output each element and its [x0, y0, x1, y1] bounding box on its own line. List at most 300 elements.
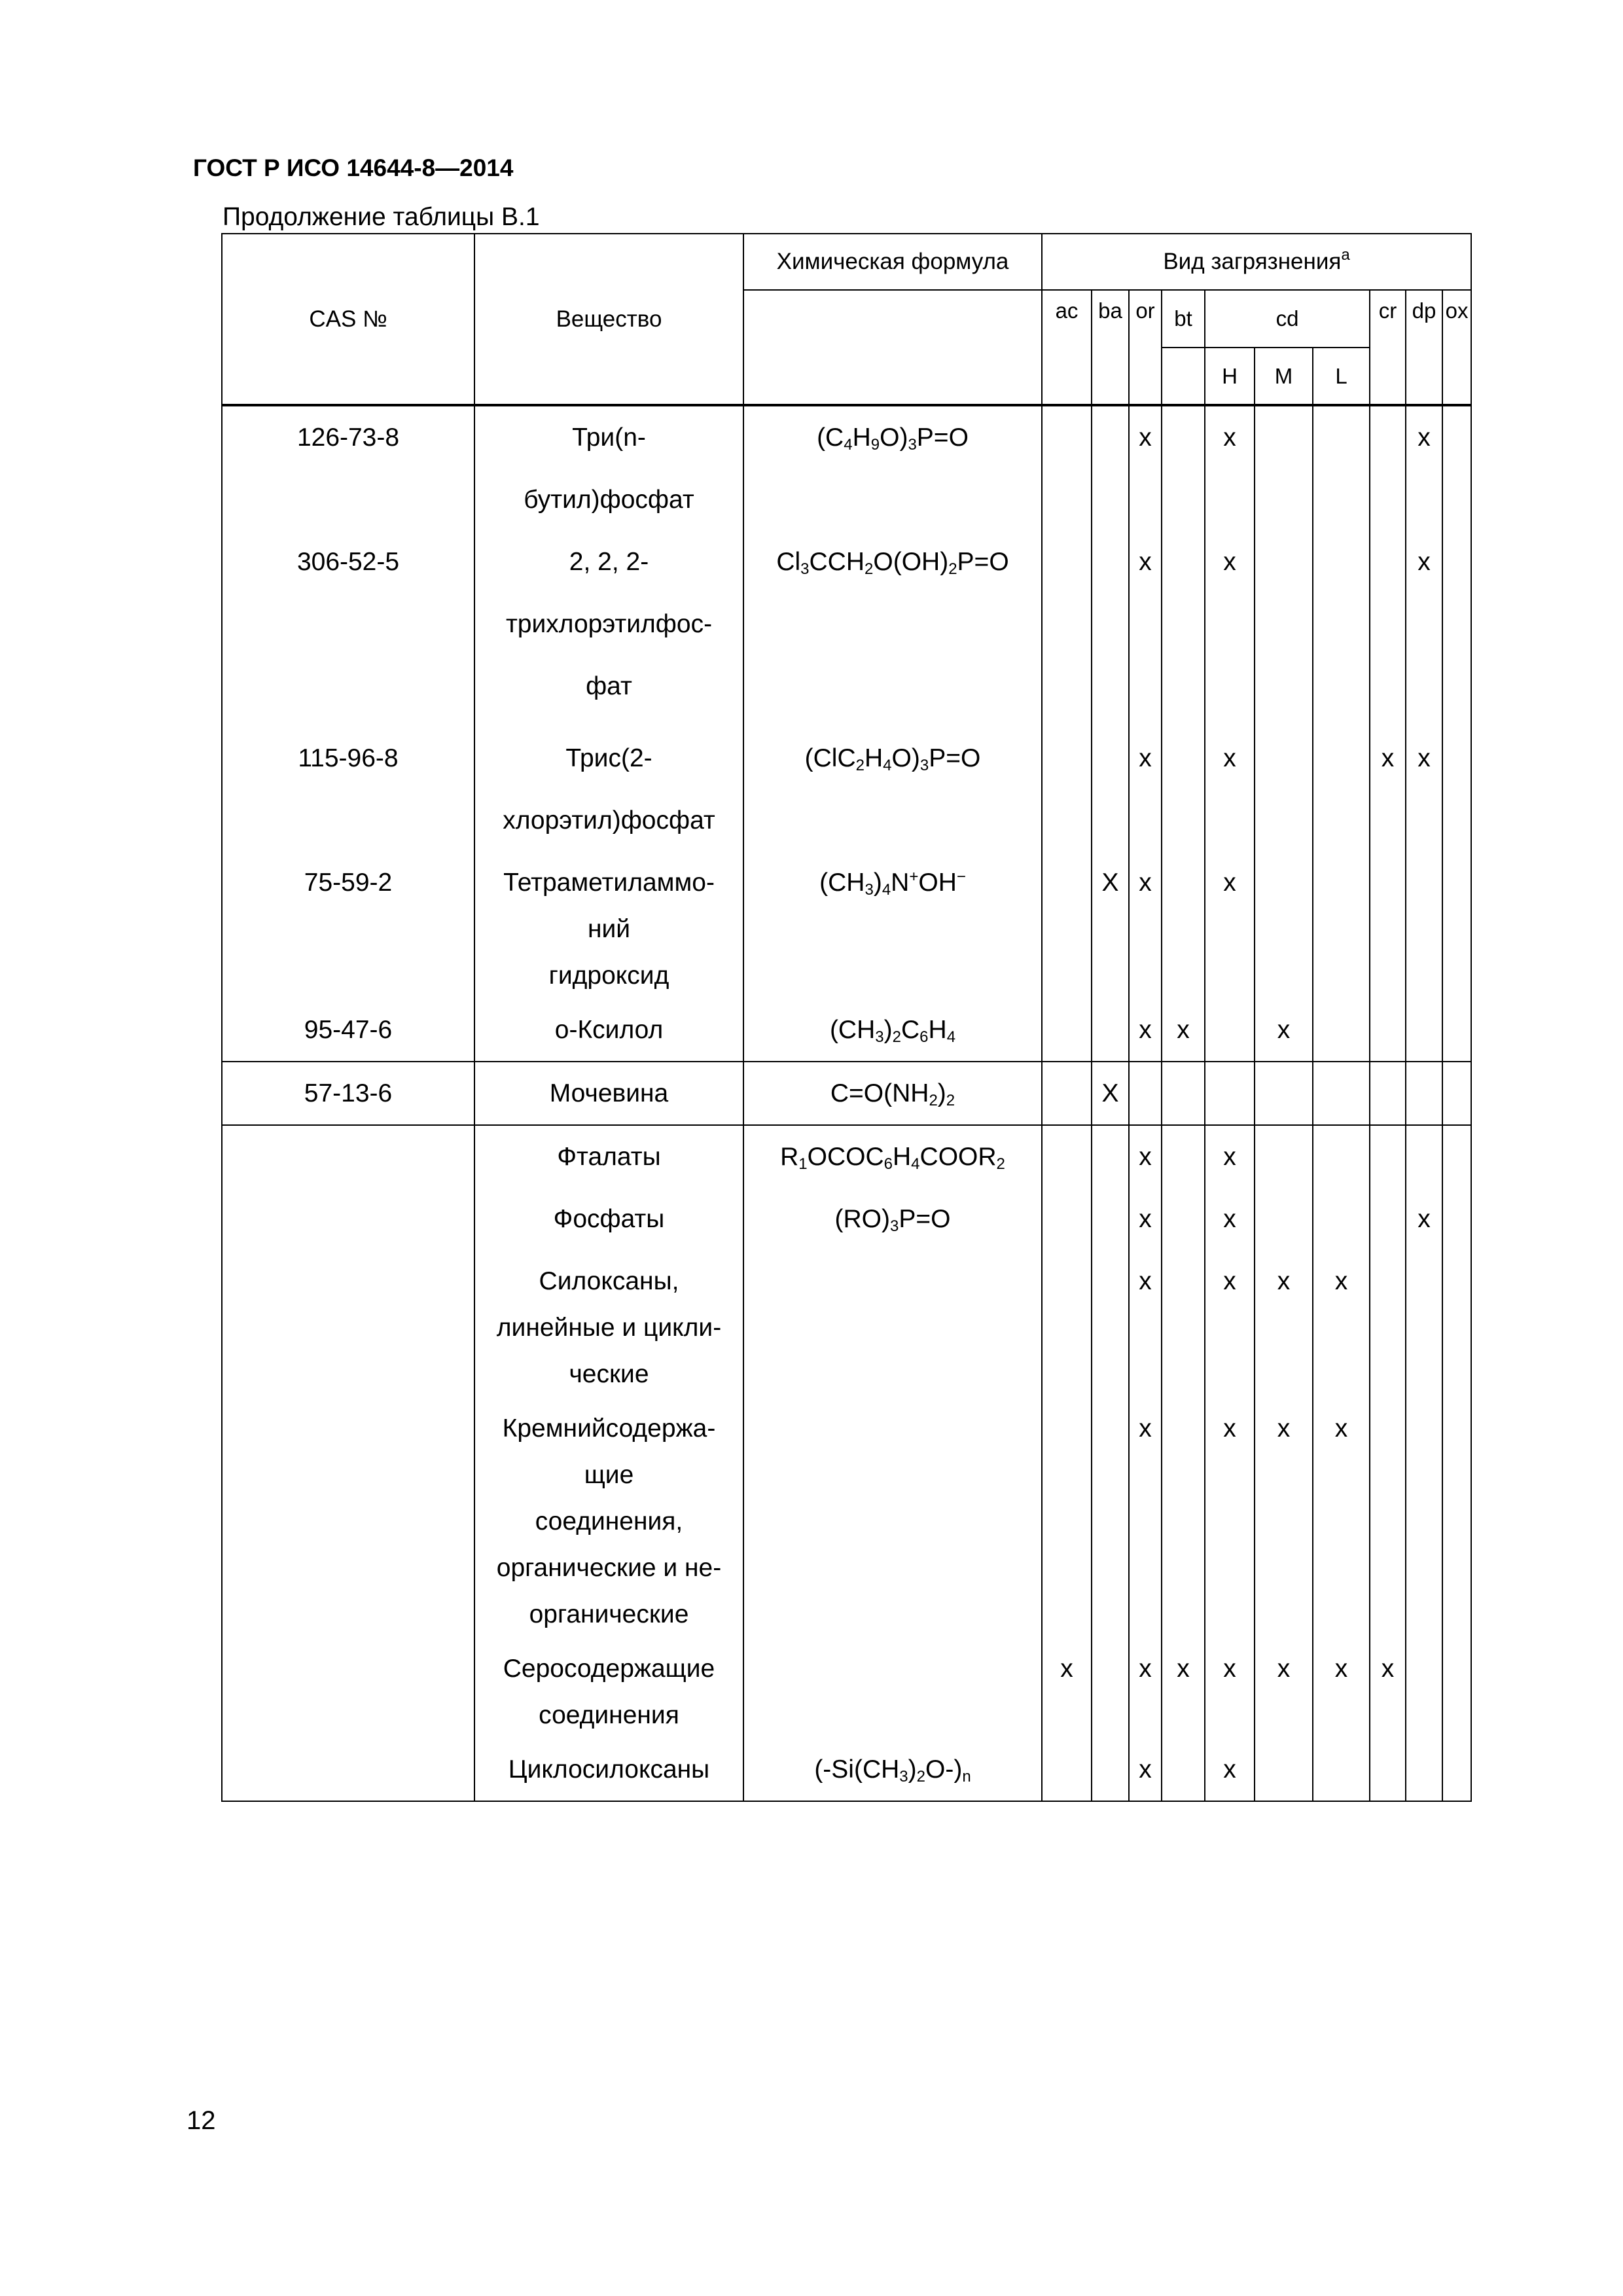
mark-cell-ba	[1092, 852, 1129, 999]
mark-cell-h	[1205, 1638, 1255, 1738]
cas-number: 306-52-5	[296, 548, 400, 576]
header-formula: Химическая формула	[743, 234, 1042, 290]
contamination-mark: x	[1223, 423, 1236, 452]
mark-cell-h	[1205, 1062, 1255, 1125]
header-col-dp: dp	[1406, 290, 1442, 405]
cas-cell	[222, 1738, 474, 1801]
substance-line: Мочевина	[549, 1079, 669, 1107]
mark-cell-ba	[1092, 1738, 1129, 1801]
header-formula-blank	[743, 290, 1042, 405]
cas-number: 75-59-2	[304, 869, 393, 897]
mark-cell-l	[1313, 1250, 1370, 1397]
formula-part: 2	[948, 560, 957, 578]
mark-cell-m	[1255, 852, 1313, 999]
substance-line: бутил)фосфат	[524, 486, 694, 514]
formula-cell	[743, 1738, 1042, 1801]
mark-cell-bt	[1162, 1738, 1205, 1801]
substance-cell	[474, 1125, 743, 1188]
cas-number: 95-47-6	[304, 1016, 393, 1044]
mark-cell-dp	[1406, 999, 1442, 1062]
mark-cell-l	[1313, 1638, 1370, 1738]
mark-cell-h	[1205, 1397, 1255, 1638]
cas-cell	[222, 1188, 474, 1250]
contamination-mark: x	[1139, 1414, 1152, 1443]
substance-line: соединения	[539, 1701, 679, 1729]
mark-cell-m	[1255, 1397, 1313, 1638]
formula-part: OH	[918, 869, 957, 897]
contamination-mark: x	[1060, 1655, 1073, 1683]
mark-cell-h	[1205, 1188, 1255, 1250]
table-row	[222, 531, 1471, 727]
contamination-mark: x	[1223, 548, 1236, 576]
formula-cell	[743, 1062, 1042, 1125]
formula-cell	[743, 1638, 1042, 1738]
mark-cell-dp	[1406, 852, 1442, 999]
formula-part: 4	[946, 1028, 956, 1046]
mark-cell-ba	[1092, 727, 1129, 852]
page-number: 12	[187, 2106, 216, 2135]
contamination-mark: x	[1223, 1143, 1236, 1171]
mark-cell-ox	[1442, 1062, 1471, 1125]
mark-cell-ox	[1442, 405, 1471, 531]
contamination-mark: x	[1223, 1267, 1236, 1295]
mark-cell-ac	[1042, 999, 1092, 1062]
document-code: ГОСТ Р ИСО 14644-8—2014	[193, 154, 514, 181]
header-contamination	[1042, 234, 1471, 290]
contamination-mark: x	[1139, 1016, 1152, 1044]
substance-line: фат	[586, 672, 632, 700]
substance-cell	[474, 1397, 743, 1638]
formula-part: O)	[891, 744, 920, 772]
mark-cell-cr	[1370, 1250, 1406, 1397]
formula-part: O)	[880, 423, 908, 452]
formula-part: 3	[919, 757, 929, 774]
mark-cell-h	[1205, 727, 1255, 852]
substance-line: щие	[584, 1461, 634, 1489]
formula-part: P=O	[916, 423, 969, 452]
mark-cell-l	[1313, 1188, 1370, 1250]
chemical-formula	[744, 1738, 1041, 1801]
chemical-formula	[744, 852, 1041, 914]
mark-cell-bt	[1162, 1397, 1205, 1638]
mark-cell-h	[1205, 1738, 1255, 1801]
table-row	[222, 852, 1471, 999]
contamination-mark: x	[1381, 744, 1395, 772]
mark-cell-ac	[1042, 1397, 1092, 1638]
formula-part: 2	[865, 560, 874, 578]
mark-cell-ox	[1442, 727, 1471, 852]
substance-line: соединения,	[535, 1507, 683, 1535]
mark-cell-ba	[1092, 531, 1129, 727]
cas-cell	[222, 531, 474, 727]
formula-part: 4	[883, 757, 892, 774]
mark-cell-l	[1313, 1397, 1370, 1638]
header-col-ac: ac	[1042, 290, 1092, 405]
formula-part: 1	[798, 1155, 808, 1173]
substance-cell	[474, 1250, 743, 1397]
cas-cell	[222, 1250, 474, 1397]
contamination-mark: x	[1223, 1414, 1236, 1443]
mark-cell-ox	[1442, 1638, 1471, 1738]
mark-cell-or	[1129, 727, 1162, 852]
mark-cell-or	[1129, 1062, 1162, 1125]
mark-cell-cr	[1370, 727, 1406, 852]
mark-cell-dp	[1406, 1638, 1442, 1738]
formula-part: Cl	[776, 548, 801, 576]
mark-cell-l	[1313, 531, 1370, 727]
formula-part: 3	[800, 560, 810, 578]
formula-part: 3	[875, 1028, 884, 1046]
substance-line: хлорэтил)фосфат	[503, 806, 715, 834]
formula-cell	[743, 405, 1042, 531]
mark-cell-cr	[1370, 999, 1406, 1062]
contamination-mark: x	[1277, 1016, 1291, 1044]
mark-cell-bt	[1162, 1638, 1205, 1738]
mark-cell-ba	[1092, 1397, 1129, 1638]
cas-cell	[222, 999, 474, 1062]
mark-cell-ba	[1092, 1250, 1129, 1397]
cas-cell	[222, 1062, 474, 1125]
cas-cell	[222, 1397, 474, 1638]
contamination-mark: x	[1223, 1655, 1236, 1683]
contamination-mark: x	[1177, 1655, 1190, 1683]
mark-cell-or	[1129, 1250, 1162, 1397]
formula-part: 3	[865, 881, 874, 899]
mark-cell-ba	[1092, 1638, 1129, 1738]
header-col-ba: ba	[1092, 290, 1129, 405]
mark-cell-ac	[1042, 727, 1092, 852]
mark-cell-ac	[1042, 1738, 1092, 1801]
chemical-formula	[744, 999, 1041, 1061]
mark-cell-dp	[1406, 405, 1442, 531]
mark-cell-cr	[1370, 1125, 1406, 1188]
substance-cell	[474, 1638, 743, 1738]
table-body	[222, 405, 1471, 1801]
formula-part: N	[891, 869, 910, 897]
formula-cell	[743, 852, 1042, 999]
mark-cell-h	[1205, 1250, 1255, 1397]
formula-cell	[743, 727, 1042, 852]
formula-part: (-Si(CH	[814, 1755, 900, 1784]
contamination-mark: x	[1277, 1414, 1291, 1443]
substance-line: органические	[529, 1600, 689, 1628]
contamination-mark: x	[1139, 1755, 1152, 1784]
substance-cell	[474, 1738, 743, 1801]
formula-part: H	[928, 1016, 947, 1044]
formula-part: (ClC	[804, 744, 856, 772]
substance-cell	[474, 999, 743, 1062]
mark-cell-ba	[1092, 1062, 1129, 1125]
formula-part: (CH	[819, 869, 865, 897]
formula-part: 6	[883, 1155, 893, 1173]
mark-cell-or	[1129, 999, 1162, 1062]
mark-cell-h	[1205, 405, 1255, 531]
formula-cell	[743, 1125, 1042, 1188]
formula-part: (CH	[829, 1016, 876, 1044]
mark-cell-dp	[1406, 1062, 1442, 1125]
table-row	[222, 1125, 1471, 1188]
header-cas: CAS №	[222, 234, 474, 405]
formula-part: P=O	[899, 1205, 951, 1233]
header-col-ox: ox	[1442, 290, 1471, 405]
header-contamination-label: Вид загрязнения	[1163, 249, 1342, 274]
formula-part: −	[956, 868, 966, 886]
mark-cell-cr	[1370, 531, 1406, 727]
mark-cell-bt	[1162, 1125, 1205, 1188]
substance-line: трихлорэтилфос-	[505, 610, 713, 638]
mark-cell-l	[1313, 1062, 1370, 1125]
contamination-mark: x	[1177, 1016, 1190, 1044]
contamination-mark: X	[1101, 869, 1119, 897]
substance-line: Фосфаты	[553, 1205, 665, 1233]
contamination-mark: x	[1418, 423, 1431, 452]
table-caption: Продолжение таблицы B.1	[223, 203, 540, 231]
formula-part: (RO)	[834, 1205, 890, 1233]
mark-cell-ac	[1042, 1638, 1092, 1738]
formula-part: )	[883, 1016, 893, 1044]
mark-cell-or	[1129, 405, 1162, 531]
mark-cell-dp	[1406, 727, 1442, 852]
mark-cell-ox	[1442, 531, 1471, 727]
table-row	[222, 1397, 1471, 1638]
formula-cell	[743, 1397, 1042, 1638]
cas-cell	[222, 1125, 474, 1188]
formula-part: P=O	[929, 744, 981, 772]
header-bt-blank	[1162, 348, 1205, 405]
contamination-mark: x	[1139, 1267, 1152, 1295]
mark-cell-or	[1129, 531, 1162, 727]
mark-cell-ox	[1442, 999, 1471, 1062]
mark-cell-ox	[1442, 852, 1471, 999]
mark-cell-ac	[1042, 852, 1092, 999]
header-substance: Вещество	[474, 234, 743, 405]
mark-cell-l	[1313, 405, 1370, 531]
contamination-mark: x	[1223, 1755, 1236, 1784]
mark-cell-dp	[1406, 1125, 1442, 1188]
mark-cell-bt	[1162, 727, 1205, 852]
contamination-mark: x	[1418, 548, 1431, 576]
mark-cell-m	[1255, 727, 1313, 852]
contamination-mark: x	[1139, 1143, 1152, 1171]
chemical-formula	[744, 406, 1041, 469]
contamination-mark: x	[1418, 744, 1431, 772]
formula-part: CCH	[809, 548, 865, 576]
mark-cell-or	[1129, 1397, 1162, 1638]
mark-cell-dp	[1406, 1188, 1442, 1250]
mark-cell-m	[1255, 1188, 1313, 1250]
formula-part: 2	[929, 1092, 938, 1109]
mark-cell-ox	[1442, 1250, 1471, 1397]
mark-cell-h	[1205, 1125, 1255, 1188]
table-row	[222, 1738, 1471, 1801]
contamination-mark: x	[1139, 1205, 1152, 1233]
substance-line: гидроксид	[548, 961, 669, 990]
mark-cell-bt	[1162, 1250, 1205, 1397]
substance-line: 2, 2, 2-	[569, 548, 649, 576]
mark-cell-cr	[1370, 405, 1406, 531]
formula-part: H	[865, 744, 883, 772]
substance-cell	[474, 852, 743, 999]
mark-cell-ba	[1092, 1125, 1129, 1188]
formula-part: )	[873, 869, 882, 897]
mark-cell-ac	[1042, 1125, 1092, 1188]
mark-cell-or	[1129, 1638, 1162, 1738]
table-header	[222, 234, 1471, 405]
header-cd-l: L	[1313, 348, 1370, 405]
formula-part: 9	[870, 436, 880, 454]
mark-cell-l	[1313, 999, 1370, 1062]
cas-number: 115-96-8	[298, 744, 399, 772]
contamination-mark: x	[1139, 1655, 1152, 1683]
mark-cell-m	[1255, 1062, 1313, 1125]
mark-cell-ox	[1442, 1188, 1471, 1250]
table-row	[222, 999, 1471, 1062]
chemical-formula	[744, 727, 1041, 789]
contamination-mark: x	[1418, 1205, 1431, 1233]
formula-part: 4	[844, 436, 853, 454]
formula-part: 2	[916, 1768, 925, 1785]
contamination-mark: x	[1381, 1655, 1395, 1683]
mark-cell-or	[1129, 1738, 1162, 1801]
contamination-mark: x	[1139, 548, 1152, 576]
mark-cell-dp	[1406, 1738, 1442, 1801]
mark-cell-cr	[1370, 1397, 1406, 1638]
table-row	[222, 1062, 1471, 1125]
mark-cell-m	[1255, 999, 1313, 1062]
cas-number: 126-73-8	[296, 423, 400, 452]
formula-part: 2	[855, 757, 865, 774]
formula-part: C=O(NH	[830, 1079, 929, 1107]
formula-part: H	[852, 423, 871, 452]
mark-cell-l	[1313, 1125, 1370, 1188]
mark-cell-ac	[1042, 1250, 1092, 1397]
mark-cell-ba	[1092, 1188, 1129, 1250]
contamination-mark: X	[1101, 1079, 1119, 1107]
mark-cell-ox	[1442, 1125, 1471, 1188]
formula-part: )	[937, 1079, 946, 1107]
formula-part: 2	[892, 1028, 901, 1046]
substance-cell	[474, 405, 743, 531]
formula-part: OCOC	[807, 1143, 884, 1171]
formula-part: COOR	[919, 1143, 997, 1171]
mark-cell-ox	[1442, 1738, 1471, 1801]
mark-cell-dp	[1406, 1397, 1442, 1638]
mark-cell-dp	[1406, 1250, 1442, 1397]
contamination-mark: x	[1223, 869, 1236, 897]
contamination-mark: x	[1139, 423, 1152, 452]
mark-cell-bt	[1162, 852, 1205, 999]
substance-cell	[474, 1062, 743, 1125]
chemical-formula	[744, 1126, 1041, 1188]
substance-line: Циклосилоксаны	[508, 1755, 710, 1784]
formula-part: C	[901, 1016, 920, 1044]
substance-line: Серосодержащие	[503, 1655, 715, 1683]
mark-cell-or	[1129, 1188, 1162, 1250]
header-col-or: or	[1129, 290, 1162, 405]
mark-cell-h	[1205, 852, 1255, 999]
cas-cell	[222, 405, 474, 531]
header-cd-h: H	[1205, 348, 1255, 405]
cas-cell	[222, 1638, 474, 1738]
mark-cell-cr	[1370, 1188, 1406, 1250]
mark-cell-ox	[1442, 1397, 1471, 1638]
contamination-mark: x	[1223, 744, 1236, 772]
substance-line: линейные и цикли-	[496, 1314, 722, 1342]
formula-part: O-)	[925, 1755, 963, 1784]
formula-part: O(OH)	[873, 548, 949, 576]
formula-part: 4	[911, 1155, 920, 1173]
mark-cell-m	[1255, 1125, 1313, 1188]
cas-number: 57-13-6	[304, 1079, 393, 1107]
mark-cell-m	[1255, 1250, 1313, 1397]
mark-cell-bt	[1162, 531, 1205, 727]
formula-cell	[743, 999, 1042, 1062]
contamination-mark: x	[1334, 1655, 1348, 1683]
mark-cell-or	[1129, 1125, 1162, 1188]
substance-line: Трис(2-	[565, 744, 652, 772]
mark-cell-h	[1205, 999, 1255, 1062]
contamination-mark: x	[1223, 1205, 1236, 1233]
formula-part: 3	[890, 1217, 899, 1235]
mark-cell-l	[1313, 1738, 1370, 1801]
contamination-mark: x	[1139, 869, 1152, 897]
contamination-mark: x	[1277, 1655, 1291, 1683]
contamination-mark: x	[1139, 744, 1152, 772]
mark-cell-cr	[1370, 1738, 1406, 1801]
mark-cell-bt	[1162, 1188, 1205, 1250]
mark-cell-ac	[1042, 1188, 1092, 1250]
formula-part: P=O	[957, 548, 1009, 576]
mark-cell-cr	[1370, 1638, 1406, 1738]
mark-cell-bt	[1162, 405, 1205, 531]
header-col-cd: cd	[1205, 290, 1370, 348]
chemical-formula	[744, 531, 1041, 593]
mark-cell-m	[1255, 1738, 1313, 1801]
table-row	[222, 1250, 1471, 1397]
formula-part: 2	[946, 1092, 955, 1109]
substance-cell	[474, 531, 743, 727]
mark-cell-bt	[1162, 1062, 1205, 1125]
mark-cell-ba	[1092, 999, 1129, 1062]
substance-line: Тетраметиламмо-	[503, 869, 715, 897]
formula-cell	[743, 1188, 1042, 1250]
formula-part: 6	[919, 1028, 929, 1046]
mark-cell-cr	[1370, 852, 1406, 999]
mark-cell-m	[1255, 1638, 1313, 1738]
substance-cell	[474, 1188, 743, 1250]
mark-cell-m	[1255, 405, 1313, 531]
table-row	[222, 727, 1471, 852]
substance-line: Силоксаны,	[539, 1267, 679, 1295]
substance-line: органические и не-	[496, 1554, 722, 1582]
substance-line: ческие	[569, 1360, 649, 1388]
mark-cell-ac	[1042, 1062, 1092, 1125]
substance-line: Фталаты	[557, 1143, 661, 1171]
contamination-mark: x	[1277, 1267, 1291, 1295]
formula-part: n	[962, 1768, 971, 1785]
header-footnote-mark: a	[1341, 246, 1350, 264]
formula-part: 2	[996, 1155, 1005, 1173]
formula-part: 3	[908, 436, 917, 454]
mark-cell-l	[1313, 727, 1370, 852]
header-col-cr: cr	[1370, 290, 1406, 405]
mark-cell-ba	[1092, 405, 1129, 531]
substance-line: ний	[587, 915, 631, 943]
substance-cell	[474, 727, 743, 852]
contamination-mark: x	[1334, 1414, 1348, 1443]
formula-part: R	[780, 1143, 799, 1171]
formula-part: )	[908, 1755, 917, 1784]
